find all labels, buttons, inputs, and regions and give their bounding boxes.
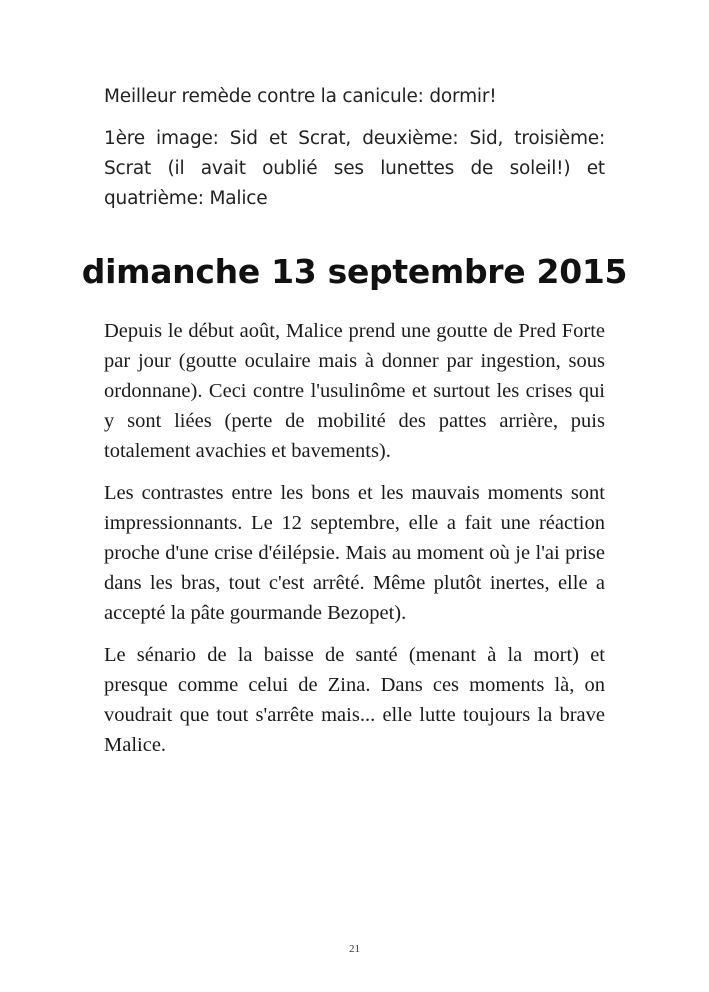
page-number: 21 (349, 943, 360, 955)
page-content (81, 82, 628, 772)
entry-paragraph-3: Le sénario de la baisse de santé (menant à la mort) et presque comme celui de Zina. Dans ces moments là, on voudrait que tout s'arrête mais... elle lutte toujours la brave Malice. (104, 644, 605, 756)
intro-paragraph-1: Meilleur remède contre la canicule: dormir! (104, 86, 497, 107)
intro-paragraph-2: 1ère image: Sid et Scrat, deuxième: Sid, troisième: Scrat (il avait oublié ses lunettes de soleil!) et quatrième: Malice (104, 128, 605, 209)
date-heading: dimanche 13 septembre 2015 (81, 252, 628, 291)
entry-paragraph-2: Les contrastes entre les bons et les mauvais moments sont impressionnants. Le 12 septembre, elle a fait une réaction proche d'une crise d'éilépsie. Mais au moment où je l'ai prise dans les bras, tout c'est arrêté. Même plutôt inertes, elle a accepté la pâte gourmande Bezopet). (104, 482, 605, 624)
entry-paragraph-1: Depuis le début août, Malice prend une goutte de Pred Forte par jour (goutte oculaire mais à donner par ingestion, sous ordonnane). Ceci contre l'usulinôme et surtout les crises qui y sont liées (perte de mobilité des pattes arrière, puis totalement avachies et bavements). (104, 320, 605, 462)
